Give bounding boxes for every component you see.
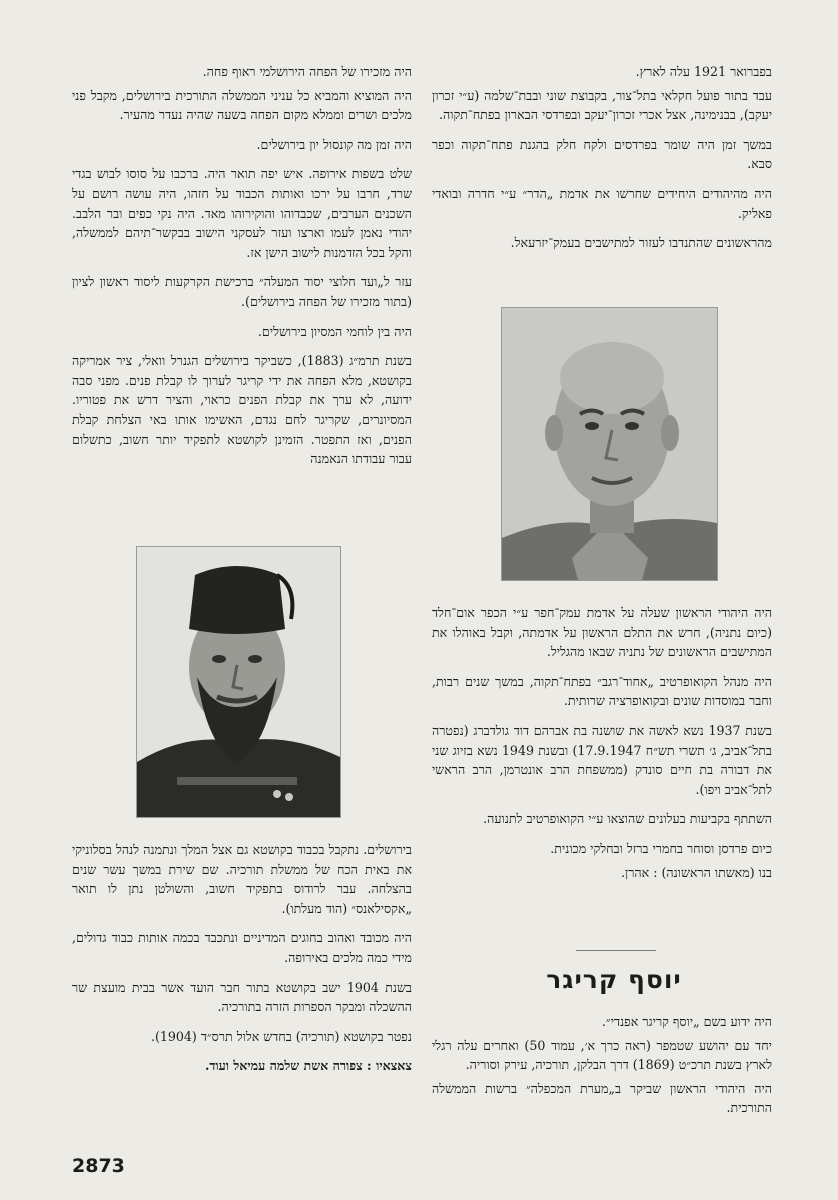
entry-biography <box>432 1012 772 1128</box>
portrait-man-fez-icon <box>137 547 340 817</box>
portrait-photo-right <box>502 308 717 580</box>
paragraph: היה בין לוחמי המסיון בירושלים. <box>257 323 412 339</box>
entry-heading: יוסף קריגר <box>546 965 682 994</box>
left-column-lower <box>72 840 412 1086</box>
paragraph: היה ידוע בשם „יוסף קריגר אפנדי״. <box>601 1014 772 1029</box>
paragraph: היה מכובד ואהוב בחוגים המדיניים ונתכבד בכמה אותות כבוד גדולים, מידי כמה מלכים באירופה. <box>72 930 412 965</box>
paragraph: היה מהיהודים היחידים שחרשו את אדמת „הדר״ ע״י חדרה ובואדי פאליק. <box>432 185 772 221</box>
portrait-photo-left <box>137 547 340 817</box>
paragraph: עזר ל„ועד חלוצי יסוד המעלה״ ברכישת הקרקעות ליסוד ראשון לציון (בתור מזכירו של הפחה בירושלים). <box>72 274 412 309</box>
left-column-upper <box>72 62 412 479</box>
paragraph: בשנת 1937 נשא לאשה את שושנה בת אברהם דוד גולדברג (נפטרה בתל־אביב, ג׳ תשרי תש״ח 17.9.1947) ובשנת 1949 נשא בזיוג שני את דבורה בת חיים סונדק (ממשפחת הרב אונטרמן, הרב הראשי לתל־אביב ויפו). <box>432 722 772 797</box>
sign-line: בנו (מאשתו הראשונה) : אהרן. <box>621 864 772 880</box>
sign-line: צאצאיו : צפורה אשת שלמה עמיאל ועוד. <box>204 1058 412 1074</box>
paragraph: בפברואר 1921 עלה לארץ. <box>635 64 772 79</box>
paragraph: היה מנהל הקואופרטיב „אחוד־רגב״ בפתח־תקוה, במשך שנים רבות, וחבר במוסדות שונים ובקואופרציה שרותית. <box>432 673 772 709</box>
paragraph: בשנת 1904 ישב בקושטא בתור חבר הועד אשר בבית מועצת שר ההשכלה ומבקר הספרות הזרה בתורכיה. <box>72 979 412 1015</box>
paragraph: היה היהודי הראשון שביקר ב„מערת המכפלה״ ברשות הממשלה התורכית. <box>432 1080 772 1116</box>
paragraph: כיום פרדסן וסוחר בחמרי ברזל ובחלקי מכונית. <box>550 840 772 856</box>
portrait-man-bald-icon <box>502 308 717 580</box>
paragraph: היה היהודי הראשון שעלה על אדמת עמק־חפר ע״י הכפר אום־חלד (כיום נתניה), חרש את התלם הראשון על אדמתה, וקבל באוהלו את המתישבים הראשונים של נתניה שבאו מהגליל. <box>432 605 772 660</box>
paragraph: שלט בשפות אירופה. איש יפה תואר היה. ברכבו על סוסו לבוש בגדי שרד, חרבו על ירכו ואותות הכבוד על חזהו, היה עושה רושם על השכנים הערבים, שכבדוהו והוקירוהו מאד. היה נקי כפים ובר הלבב. יהודי נאמן לעמו וארצו ועזר לעסקני הישוב בבקשר־תיהם לממשלה, והקל בכל הזדמנות לישוב הישן אז. <box>72 166 412 260</box>
paragraph: מהראשונים שהתנדבו לעזור למתישבים בעמק־יזרעאל. <box>510 235 772 251</box>
paragraph: השתתף בקביעות בעלונים שהוצאו ע״י הקואופרטיב לתנועה. <box>483 811 772 827</box>
paragraph: בשנת תרמ״ג (1883), כשביקר בירושלים הגנרל וואלי, ציר אמריקה בקושטא, מלא הפחה את ידי קריגר לערוך לו קבלת פנים. מפני סבה ידועה, לא ערך את קבלת הפנים כראוי, והציר דרש את פטוריו. המסיונרים, שקריגר לחם נגדם, האשימו אותו באי הצלחת קבלת הפנים, ואז התפטר. הזמינן לקושטא לתפקיד יותר חשוב, כתשלום עבור עבודתו הנאמנה <box>72 353 412 467</box>
paragraph: היה המוציא והמביא כל עניני הממשלה התורכית בירושלים, מקבל פני מלכים ושרים וממלא מקום הפחה בשעה שהיה נעדר מהעיר. <box>72 87 412 123</box>
paragraph: במשך זמן היה שומר בפרדסים ולקח חלק בהגנת פתח־תקוה וכפר סבא. <box>432 136 772 172</box>
paragraph: היה זמן מה קונסול יון בירושלים. <box>256 136 412 152</box>
page-number: 2873 <box>72 1155 125 1177</box>
paragraph: עבד בתור פועל חקלאי בתל־צור, בקבוצת שוני ובבת־שלמה (ע״י זכרון יעקב), בבנימינה, אצל אכרי זכרון־יעקב ובפרדסי הבארון בפתח־תקוה. <box>432 87 772 123</box>
right-column-upper <box>432 62 772 263</box>
paragraph: היה מזכירו של הפחה הירושלמי ראוף פחה. <box>202 64 412 79</box>
paragraph: יחד עם יהושע שטמפר (ראה כרך א׳, עמוד 50) ואחרים עלה רגלי לארץ בשנת תרכ״ט (1869) דרך הבלקן, תורכיה, עירק וסוריה. <box>432 1037 772 1073</box>
section-divider <box>576 950 656 951</box>
paragraph: נפטר בקושטא (תורכיה) בחדש אלול תרס״ד (1904). <box>150 1028 412 1044</box>
right-column-lower <box>432 603 772 892</box>
paragraph: בירושלים. נתקבל בכבוד בקושטא גם אצל המלך ונתמנה לנהל בסלוניקי את באית הכח של ממשלת תורכיה. שם שירת במשך עשר שנים בהצלחה. עבר לרודוס בתפקיד חשוב, והשולטן נתן לו תואר „אקסילאנס״ (הוד מעלתו). <box>72 842 412 916</box>
